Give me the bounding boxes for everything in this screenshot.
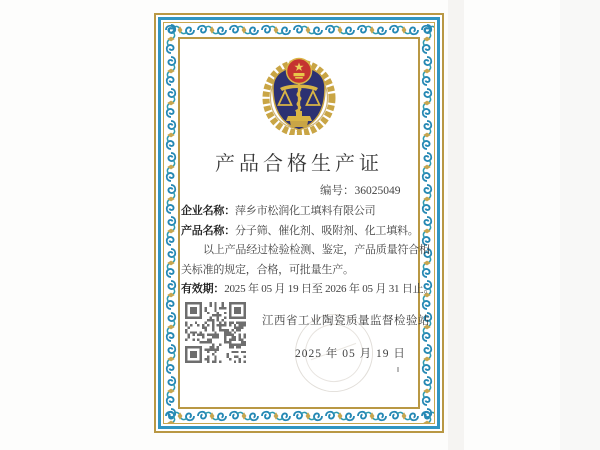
issuer-name: 江西省工业陶瓷质量监督检验站: [262, 315, 430, 327]
company-name-value: 萍乡市松润化工填料有限公司: [235, 205, 376, 217]
certificate: [154, 13, 444, 433]
statement-line: 以上产品经过检验检测、鉴定，产品质量符合相: [203, 244, 430, 256]
scroll-ornament-border: [164, 23, 434, 37]
scan-shadow: [448, 0, 464, 450]
certificate-title: 产品合格生产证: [215, 153, 383, 175]
serial-number: 36025049: [354, 185, 401, 197]
qr-code: [185, 302, 246, 363]
product-name-label: 产品名称：: [181, 224, 235, 237]
industry-commerce-badge-icon: [261, 55, 337, 135]
company-name-label: 企业名称：: [181, 205, 235, 217]
ink-speck: [397, 367, 399, 372]
serial-number-row: [320, 182, 401, 198]
statement-line: 关标准的规定，合格，可批量生产。: [181, 263, 354, 276]
issue-date: 2025 年 05 月 19 日: [295, 348, 406, 360]
scroll-ornament-border: [164, 409, 434, 423]
serial-label: 编号：: [320, 185, 355, 197]
validity-row: [181, 280, 435, 300]
company-name-row: [181, 202, 426, 222]
validity-label: 有效期：: [181, 283, 225, 295]
scan-shadow: [560, 0, 600, 450]
certificate-body: [181, 202, 435, 300]
product-name-row: [181, 222, 426, 242]
scroll-ornament-border: [164, 23, 178, 423]
product-name-value: 分子筛、催化剂、吸附剂、化工填料。: [235, 224, 419, 237]
validity-value: 2025 年 05 月 19 日至 2026 年 05 月 31 日止。: [224, 283, 435, 295]
